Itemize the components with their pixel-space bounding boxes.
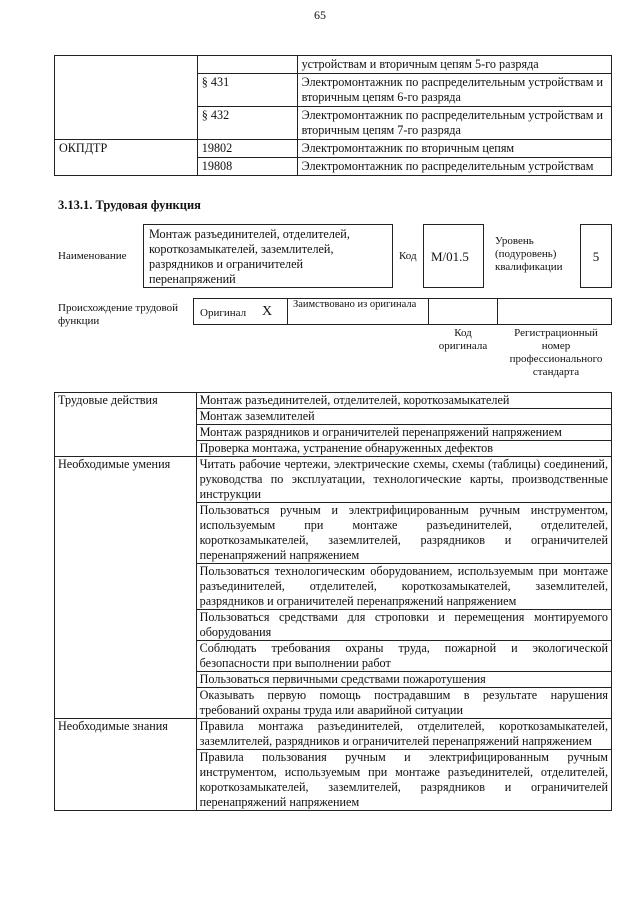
table-cell: 19802 bbox=[197, 140, 297, 158]
table-cell: Правила монтажа разъединителей, отделителей, короткозамыкателей, заземлителей, разрядников и ограничителей перенапряжений напряжением bbox=[196, 719, 611, 750]
code-original-label: Код оригинала bbox=[438, 327, 488, 352]
table-row bbox=[55, 140, 612, 158]
table-cell: Пользоваться технологическим оборудованием, используемым при монтаже разъединителей, отделителей, короткозамыкателей, заземлителей, разрядников и ограничителей перенапряжений напряжением bbox=[196, 564, 611, 610]
table-cell: Монтаж разрядников и ограничителей перенапряжений напряжением bbox=[196, 425, 611, 441]
reg-number-box bbox=[497, 298, 612, 325]
function-name-box: Монтаж разъединителей, отделителей, короткозамыкателей, заземлителей, разрядников и ограничителей перенапряжений bbox=[143, 224, 393, 288]
table-cell: § 432 bbox=[197, 107, 297, 140]
original-mark: X bbox=[262, 304, 273, 319]
table-cell: Соблюдать требования охраны труда, пожарной и экологической безопасности при выполнении работ bbox=[196, 641, 611, 672]
group-title-skills: Необходимые умения bbox=[55, 457, 197, 719]
borrowed-label: Заимствовано из оригинала bbox=[293, 299, 417, 310]
function-code-box: М/01.5 bbox=[423, 224, 484, 288]
table-row bbox=[55, 719, 612, 750]
level-label: Уровень (подуровень) квалификации bbox=[495, 235, 563, 273]
table-cell: Электромонтажник по распределительным устройствам и вторичным цепям 6-го разряда bbox=[297, 74, 611, 107]
group-title-actions: Трудовые действия bbox=[55, 393, 197, 457]
table-cell: 19808 bbox=[197, 158, 297, 176]
table-row bbox=[55, 393, 612, 409]
table-cell: Электромонтажник по распределительным устройствам bbox=[297, 158, 611, 176]
original-box bbox=[193, 298, 288, 325]
code-original-box bbox=[428, 298, 498, 325]
table-row bbox=[55, 457, 612, 503]
table-cell: § 431 bbox=[197, 74, 297, 107]
original-label: Оригинал bbox=[200, 307, 247, 319]
origin-label: Происхождение трудовой функции bbox=[58, 302, 179, 327]
section-title: 3.13.1. Трудовая функция bbox=[58, 198, 201, 212]
table-cell: Оказывать первую помощь пострадавшим в результате нарушения требований охраны труда или аварийной ситуации bbox=[196, 688, 611, 719]
table-cell: Проверка монтажа, устранение обнаруженных дефектов bbox=[196, 441, 611, 457]
table-cell: Правила пользования ручным и электрифицированным ручным инструментом, используемым при монтаже разъединителей, отделителей, короткозамыкателей, заземлителей, разрядников и ограничителей перенапряжений напряжением bbox=[196, 750, 611, 811]
table-cell: ОКПДТР bbox=[55, 140, 198, 176]
reg-number-label: Регистрационный номер профессионального стандарта bbox=[509, 327, 603, 378]
table-cell: Пользоваться средствами для строповки и перемещения монтируемого оборудования bbox=[196, 610, 611, 641]
function-table bbox=[54, 392, 612, 811]
table-cell: Электромонтажник по распределительным устройствам и вторичным цепям 7-го разряда bbox=[297, 107, 611, 140]
table-cell: Пользоваться первичными средствами пожаротушения bbox=[196, 672, 611, 688]
table-cell bbox=[55, 56, 198, 140]
table-cell: Монтаж разъединителей, отделителей, короткозамыкателей bbox=[196, 393, 611, 409]
borrowed-box bbox=[287, 298, 429, 325]
name-label: Наименование bbox=[58, 250, 127, 262]
code-label: Код bbox=[399, 250, 417, 262]
level-box: 5 bbox=[580, 224, 612, 288]
table-cell: Пользоваться ручным и электрифицированным ручным инструментом, используемым при монтаже разъединителей, отделителей, короткозамыкателей, заземлителей, разрядников и ограничителей перенапряжений напряжением bbox=[196, 503, 611, 564]
table-cell: устройствам и вторичным цепям 5-го разряда bbox=[297, 56, 611, 74]
group-title-knowledge: Необходимые знания bbox=[55, 719, 197, 811]
table-row bbox=[55, 56, 612, 74]
table-cell bbox=[197, 56, 297, 74]
top-table bbox=[54, 55, 612, 176]
table-cell: Читать рабочие чертежи, электрические схемы, схемы (таблицы) соединений, руководства по эксплуатации, технологические карты, производственные инструкции bbox=[196, 457, 611, 503]
table-cell: Монтаж заземлителей bbox=[196, 409, 611, 425]
table-cell: Электромонтажник по вторичным цепям bbox=[297, 140, 611, 158]
page-number: 65 bbox=[314, 8, 326, 22]
